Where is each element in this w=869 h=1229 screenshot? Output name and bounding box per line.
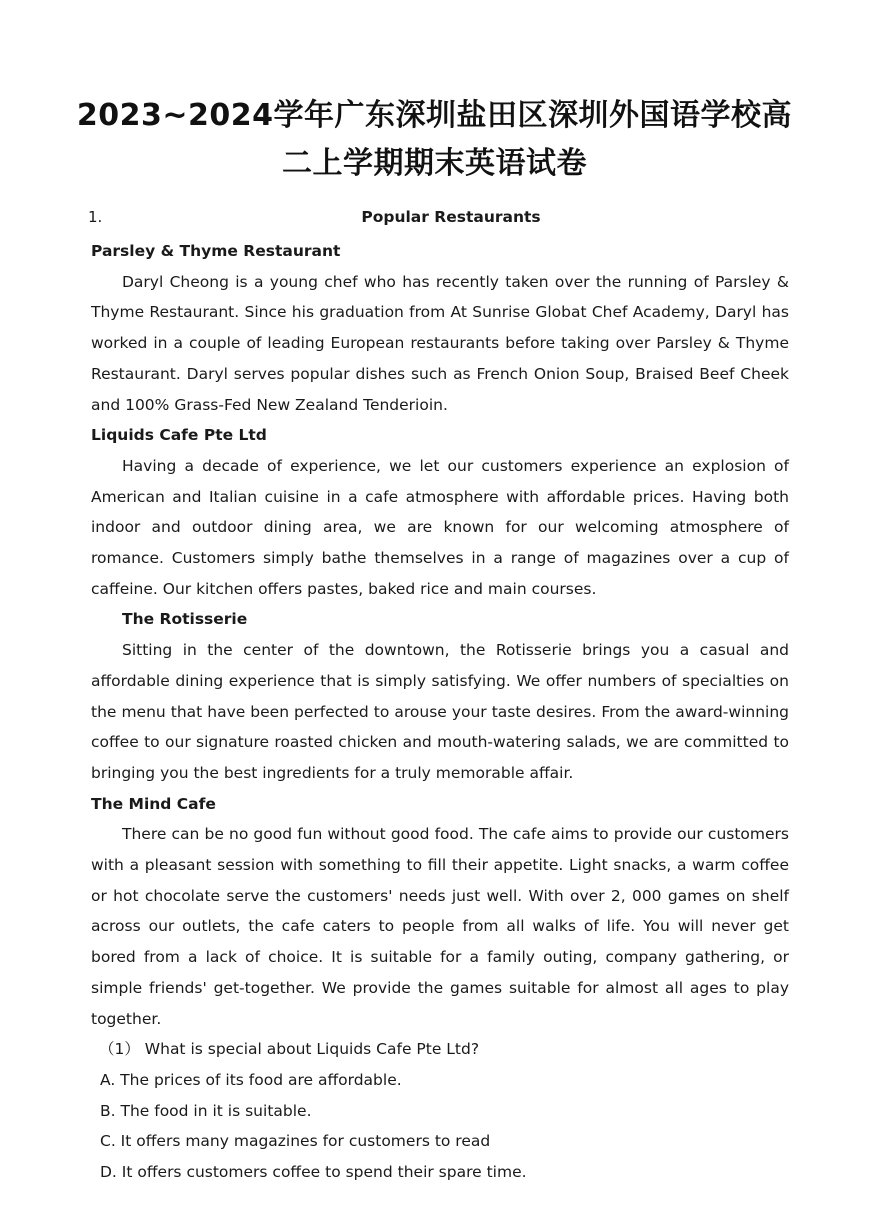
section-body: Having a decade of experience, we let our customers experience an explosion of American and Italian cuisine in a cafe atmosphere with affordable prices. Having both indoor and outdoor dining area, we are known for our welcoming atmosphere of romance. Customers simply bathe themselves in a range of magazines over a cup of caffeine. Our kitchen offers pastes, baked rice and main courses. [91,456,789,598]
section-body: Sitting in the center of the downtown, the Rotisserie brings you a casual and affordable dining experience that is simply satisfying. We offer numbers of specialties on the menu that have been perfected to arouse your taste desires. From the award-winning coffee to our signature roasted chicken and mouth-watering salads, we are committed to bringing you the best ingredients for a truly memorable affair. [91,641,789,782]
section-heading: Liquids Cafe Pte Ltd [91,426,267,445]
title-line-1: 2023~2024学年广东深圳盐田区深圳外国语学校高 [76,98,793,133]
document-title [60,92,809,188]
answer-option-d: D. It offers customers coffee to spend their spare time. [100,1163,527,1182]
answer-option-b: B. The food in it is suitable. [100,1101,312,1120]
passage-content [91,236,789,1188]
section-heading: Parsley & Thyme Restaurant [91,242,341,260]
answer-option-a: A. The prices of its food are affordable. [100,1070,402,1089]
section-heading: The Rotisserie [122,610,248,629]
question-number: 1. [88,208,103,226]
answer-option-c: C. It offers many magazines for customers to read [100,1132,491,1151]
section-heading: The Mind Cafe [91,794,216,813]
sub-question: （1） What is special about Liquids Cafe Pte Ltd? [99,1040,480,1059]
section-body: There can be no good fun without good food. The cafe aims to provide our customers with a pleasant session with something to fill their appetite. Light snacks, a warm coffee or hot chocolate serve the customers' needs just well. With over 2, 000 games on shelf across our outlets, the cafe caters to people from all walks of life. You will never get bored from a lack of choice. It is suitable for a family outing, company gathering, or simple friends' get-together. We provide the games suitable for almost all ages to play together. [91,825,789,1028]
passage-title: Popular Restaurants [361,208,541,226]
title-line-2: 二上学期期末英语试卷 [282,146,587,181]
section-body: Daryl Cheong is a young chef who has recently taken over the running of Parsley & Thyme Restaurant. Since his graduation from At Sunrise Globat Chef Academy, Daryl has worked in a couple of leading European restaurants before taking over Parsley & Thyme Restaurant. Daryl serves popular dishes such as French Onion Soup, Braised Beef Cheek and 100% Grass-Fed New Zealand Tenderioin. [91,272,789,414]
